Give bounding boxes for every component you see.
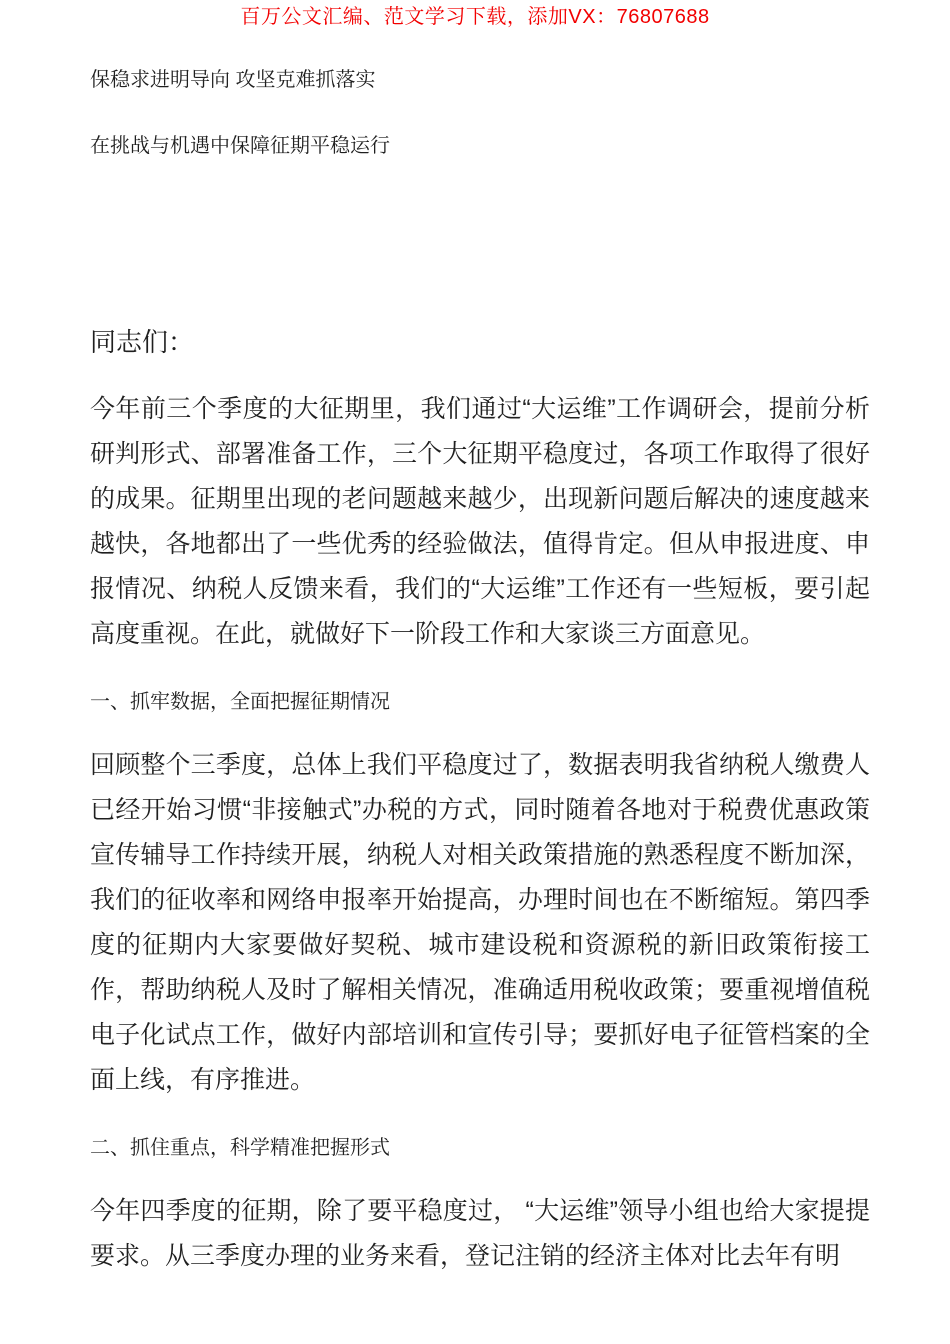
section-heading-1: 一、抓牢数据，全面把握征期情况 xyxy=(90,691,390,713)
paragraph-3: 今年四季度的征期，除了要平稳度过， “大运维”领导小组也给大家提提要求。从三季度办理的业务来看，登记注销的经济主体对比去年有明 xyxy=(90,1197,870,1270)
document-title-line-2: 在挑战与机遇中保障征期平稳运行 xyxy=(90,135,390,157)
red-watermark-header: 百万公文汇编、范文学习下载，添加VX：76807688 xyxy=(240,6,710,28)
document-body xyxy=(0,67,950,1279)
paragraph-1: 今年前三个季度的大征期里，我们通过“大运维”工作调研会，提前分析研判形式、部署准备工作，三个大征期平稳度过，各项工作取得了很好的成果。征期里出现的老问题越来越少，出现新问题后解决的速度越来越快，各地都出了一些优秀的经验做法，值得肯定。但从申报进度、申报情况、纳税人反馈来看，我们的“大运维”工作还有一些短板，要引起高度重视。在此，就做好下一阶段工作和大家谈三方面意见。 xyxy=(90,395,870,648)
section-heading-2: 二、抓住重点，科学精准把握形式 xyxy=(90,1137,390,1159)
salutation: 同志们： xyxy=(90,327,195,357)
paragraph-2: 回顾整个三季度，总体上我们平稳度过了，数据表明我省纳税人缴费人已经开始习惯“非接触式”办税的方式，同时随着各地对于税费优惠政策宣传辅导工作持续开展，纳税人对相关政策措施的熟悉程度不断加深，我们的征收率和网络申报率开始提高，办理时间也在不断缩短。第四季度的征期内大家要做好契税、城市建设税和资源税的新旧政策衔接工作，帮助纳税人及时了解相关情况，准确适用税收政策；要重视增值税电子化试点工作，做好内部培训和宣传引导；要抓好电子征管档案的全面上线，有序推进。 xyxy=(90,751,870,1094)
document-title-line-1: 保稳求进明导向 攻坚克难抓落实 xyxy=(90,69,376,91)
